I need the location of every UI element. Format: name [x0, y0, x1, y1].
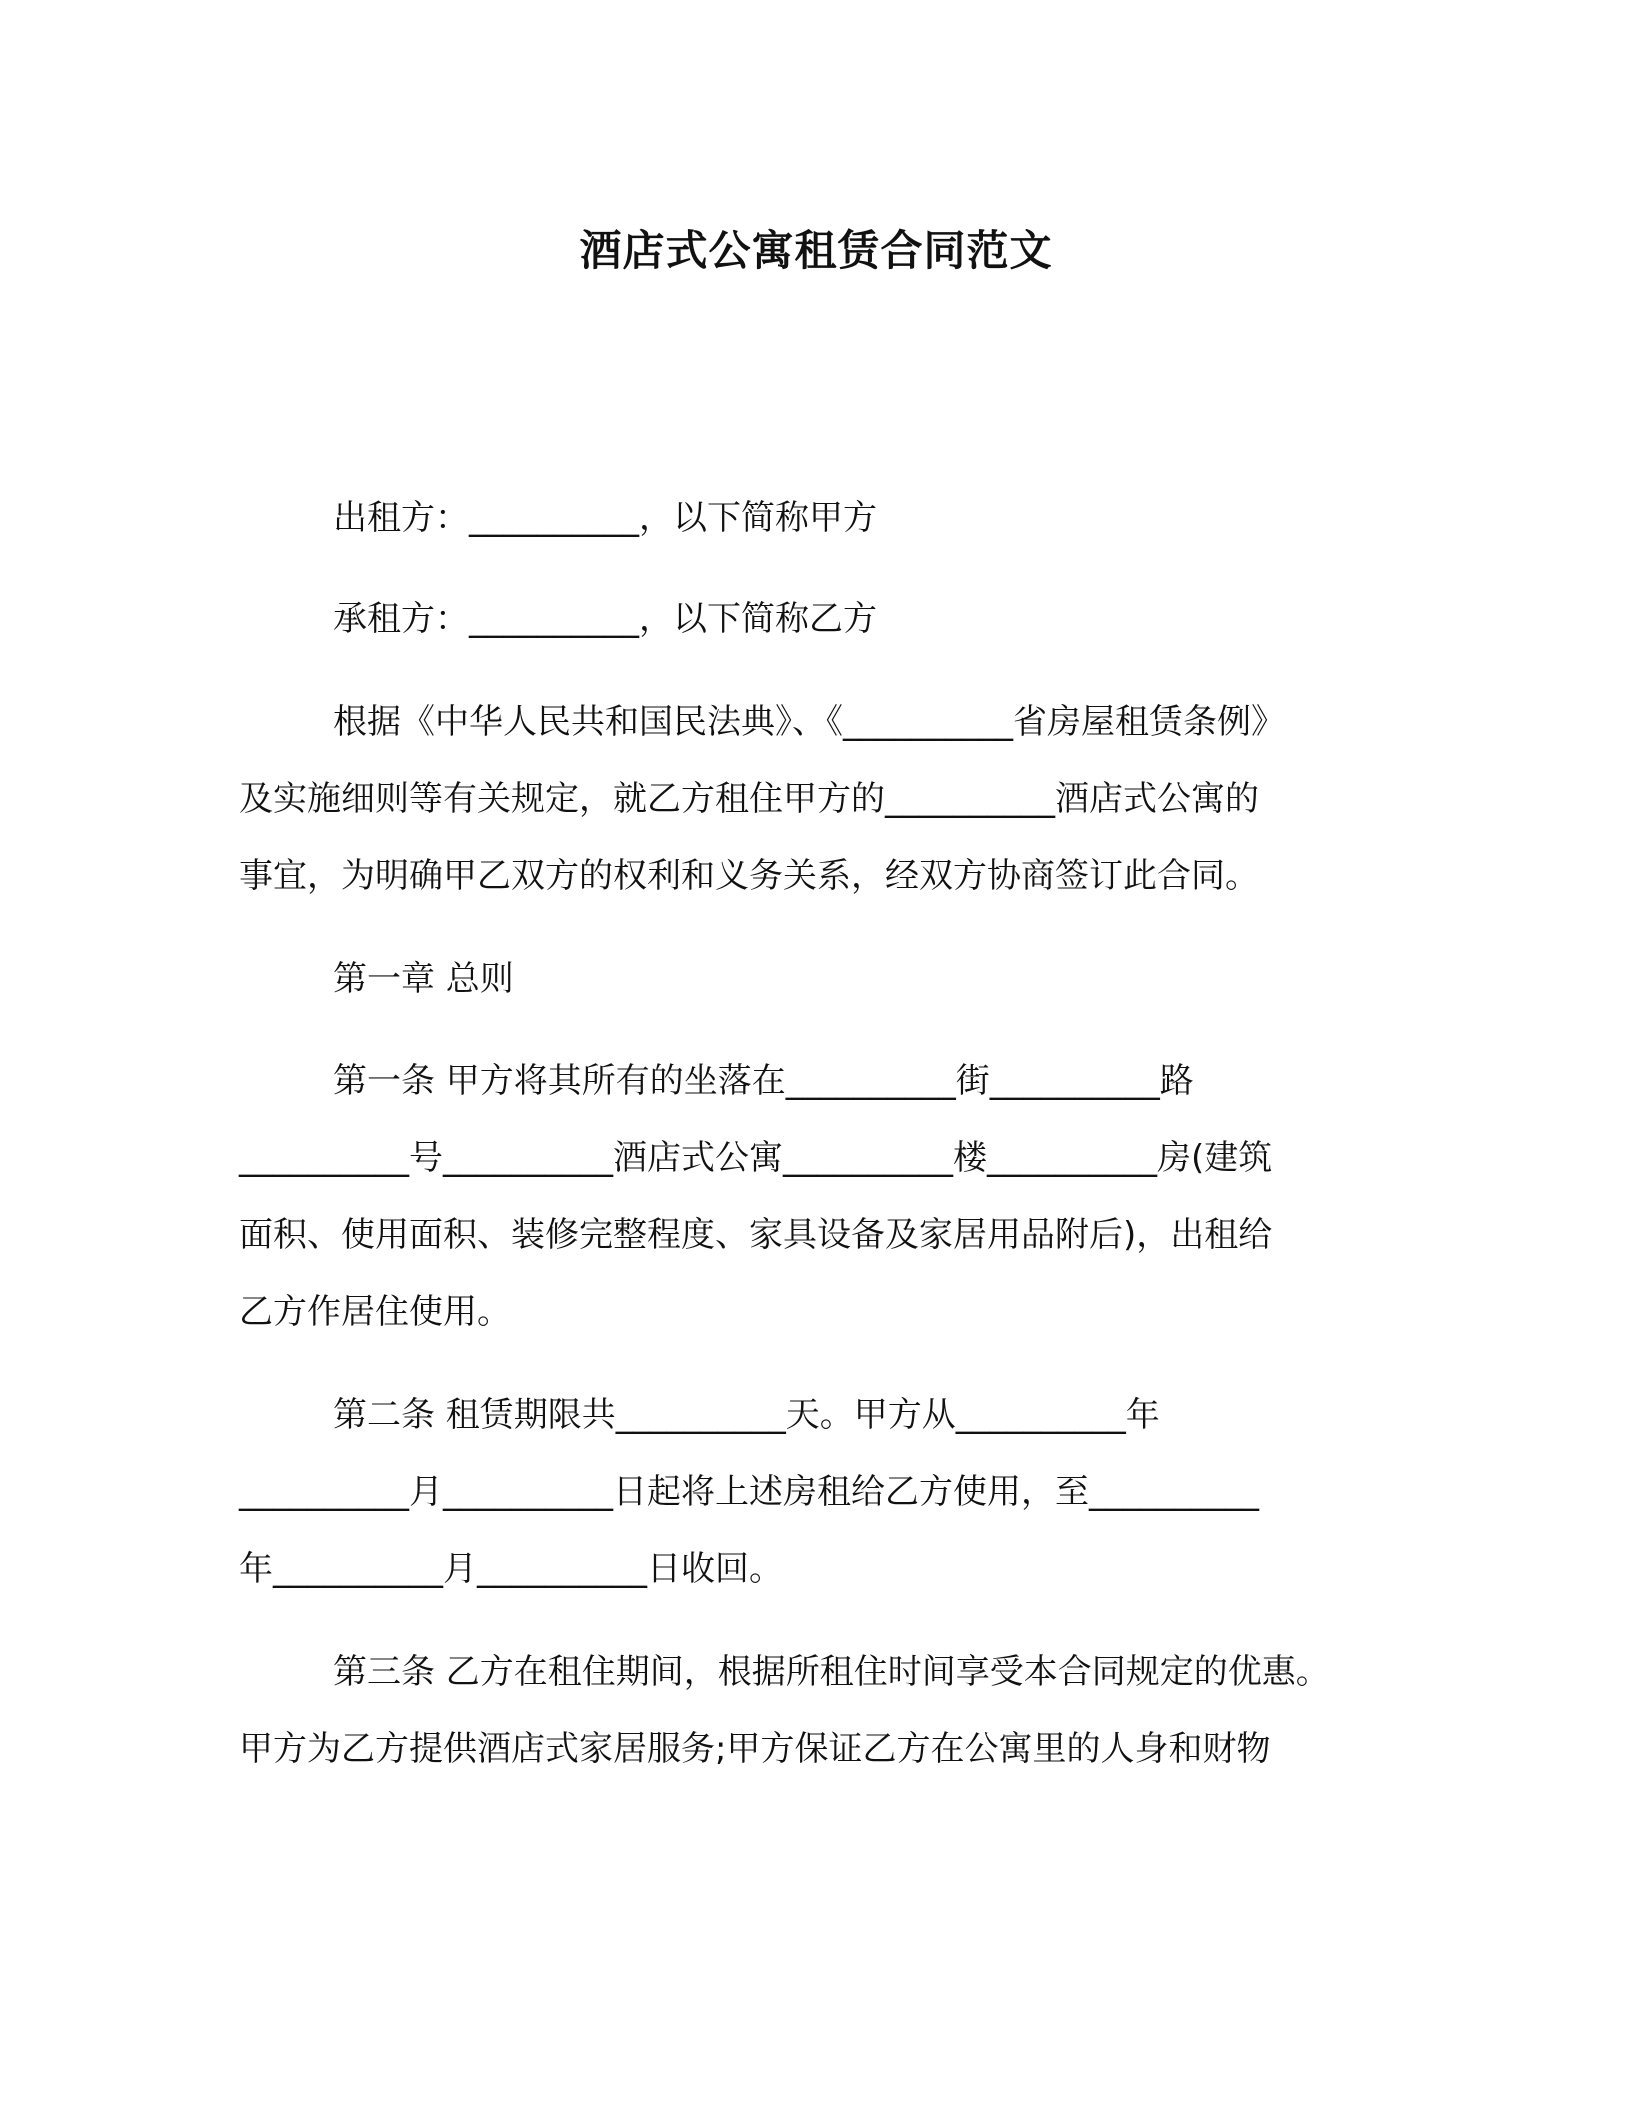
article-1-line-4: 乙方作居住使用。 [239, 1292, 511, 1332]
article-2-line-1: 第二条 租赁期限共__________天。甲方从__________年 [333, 1395, 1160, 1435]
preamble-line-1: 根据《中华人民共和国民法典》、《__________省房屋租赁条例》 [333, 702, 1285, 742]
chapter-heading: 第一章 总则 [333, 959, 514, 999]
lessor-line: 出租方：__________，以下简称甲方 [333, 498, 877, 538]
preamble-line-3: 事宜，为明确甲乙双方的权利和义务关系，经双方协商签订此合同。 [239, 856, 1259, 896]
article-2-line-2: __________月__________日起将上述房租给乙方使用，至__________ [239, 1472, 1259, 1512]
preamble-line-2: 及实施细则等有关规定，就乙方租住甲方的__________酒店式公寓的 [239, 779, 1259, 819]
article-2-line-3: 年__________月__________日收回。 [239, 1549, 783, 1589]
document-title: 酒店式公寓租赁合同范文 [579, 226, 1053, 275]
article-1-line-3: 面积、使用面积、装修完整程度、家具设备及家居用品附后)，出租给 [239, 1215, 1273, 1255]
article-3-line-1: 第三条 乙方在租住期间，根据所租住时间享受本合同规定的优惠。 [333, 1652, 1330, 1692]
article-1-line-1: 第一条 甲方将其所有的坐落在__________街__________路 [333, 1061, 1194, 1101]
article-3-line-2: 甲方为乙方提供酒店式家居服务;甲方保证乙方在公寓里的人身和财物 [239, 1729, 1271, 1769]
article-1-line-2: __________号__________酒店式公寓__________楼__________房(建筑 [239, 1138, 1273, 1178]
lessee-line: 承租方：__________，以下简称乙方 [333, 599, 877, 639]
